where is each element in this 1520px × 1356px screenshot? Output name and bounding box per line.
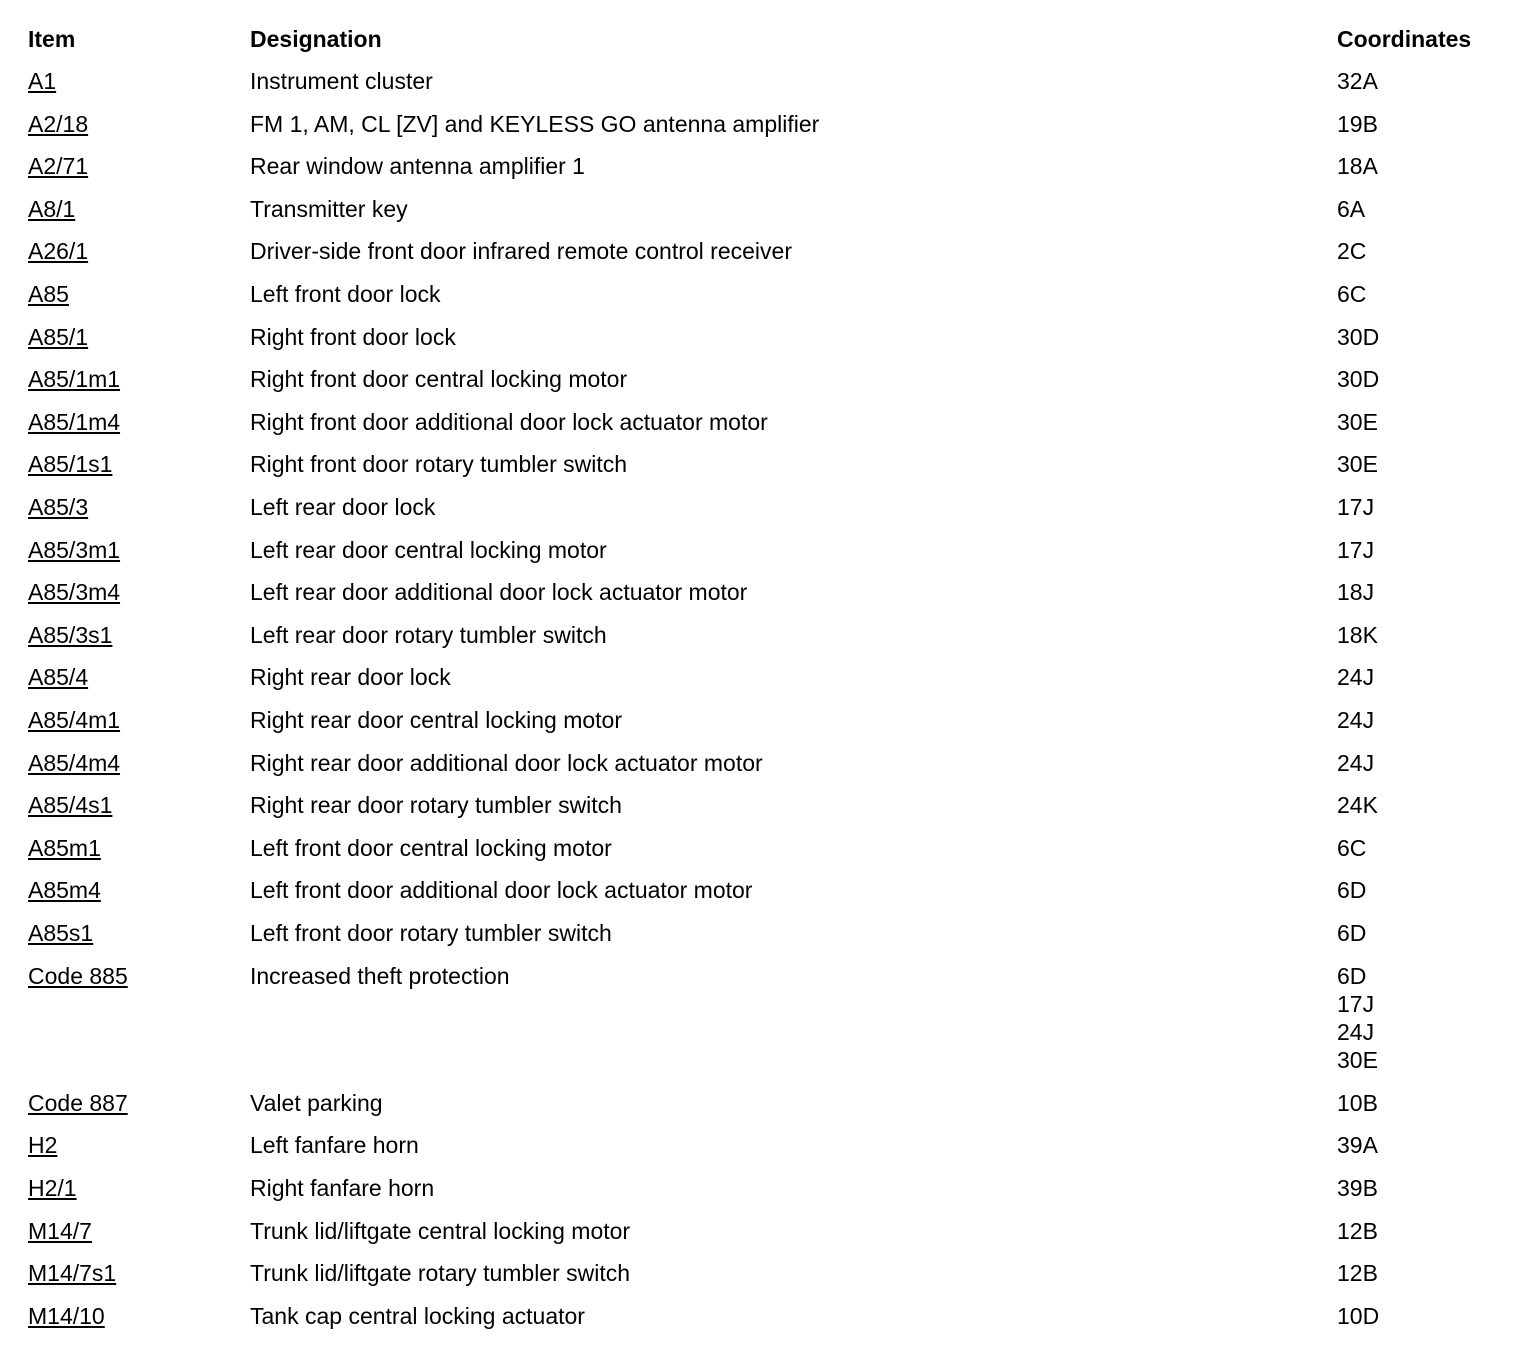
designation-text: Right front door lock [250, 323, 456, 350]
item-link[interactable]: Code 887 [28, 1089, 128, 1116]
item-link[interactable]: A26/1 [28, 238, 89, 265]
header-designation: Designation [250, 26, 382, 52]
designation-text: Left front door additional door lock actuator motor [250, 877, 753, 904]
table-row [0, 152, 1520, 180]
designation-text: Left rear door additional door lock actuator motor [250, 579, 748, 606]
table-row [0, 621, 1520, 649]
coordinate-value: 2C [1337, 238, 1367, 265]
designation-text: FM 1, AM, CL [ZV] and KEYLESS GO antenna amplifier [250, 110, 820, 137]
coordinate-value: 6D [1337, 920, 1367, 946]
designation-text: Left front door central locking motor [250, 834, 612, 861]
coordinates-cell [1337, 365, 1379, 393]
coordinate-value: 30E [1337, 408, 1378, 435]
coordinates-cell [1337, 876, 1366, 904]
coordinate-value: 30D [1337, 323, 1380, 350]
designation-text: Left front door rotary tumbler switch [250, 920, 612, 946]
coordinates-cell [1337, 1302, 1379, 1330]
item-link[interactable]: A85m1 [28, 834, 101, 861]
coordinate-value: 18K [1337, 621, 1378, 648]
coordinates-cell [1337, 663, 1374, 691]
coordinates-cell [1337, 791, 1378, 819]
coordinates-cell [1337, 450, 1378, 478]
designation-text: Increased theft protection [250, 962, 510, 989]
table-row [0, 536, 1520, 564]
coordinates-cell [1337, 578, 1374, 606]
designation-text: Right fanfare horn [250, 1175, 435, 1201]
coordinates-cell [1337, 67, 1378, 95]
table-row [0, 1174, 1520, 1202]
item-link[interactable]: A85/1s1 [28, 451, 113, 478]
coordinates-cell [1337, 237, 1366, 265]
designation-text: Left rear door central locking motor [250, 536, 607, 563]
designation-text: Rear window antenna amplifier 1 [250, 153, 585, 180]
coordinate-value: 12B [1337, 1260, 1378, 1287]
item-link[interactable]: A85s1 [28, 920, 94, 946]
designation-text: Left front door lock [250, 281, 441, 307]
coordinate-value: 6A [1337, 195, 1366, 222]
item-link[interactable]: A85 [28, 281, 69, 307]
coordinate-value: 39A [1337, 1132, 1378, 1159]
table-row [0, 962, 1520, 1075]
coordinate-value: 6C [1337, 281, 1367, 307]
table-row [0, 408, 1520, 436]
coordinate-value: 30E [1337, 1047, 1378, 1074]
coordinate-value: 30E [1337, 451, 1378, 478]
item-link[interactable]: A1 [28, 68, 57, 94]
table-row [0, 110, 1520, 138]
coordinates-cell [1337, 536, 1374, 564]
item-link[interactable]: A85/4m4 [28, 749, 121, 776]
coordinates-cell [1337, 280, 1366, 308]
designation-text: Right front door central locking motor [250, 366, 628, 393]
coordinates-cell [1337, 323, 1379, 351]
item-link[interactable]: M14/7s1 [28, 1260, 117, 1287]
coordinates-cell [1337, 1089, 1378, 1117]
item-link[interactable]: A85/1m4 [28, 408, 121, 435]
coordinates-cell [1337, 1174, 1378, 1202]
table-row [0, 1131, 1520, 1159]
coordinate-value: 17J [1337, 990, 1375, 1017]
item-link[interactable]: A85m4 [28, 877, 101, 904]
item-link[interactable]: H2/1 [28, 1175, 77, 1201]
item-link[interactable]: Code 885 [28, 962, 128, 989]
designation-text: Trunk lid/liftgate rotary tumbler switch [250, 1260, 631, 1287]
item-link[interactable]: A85/4m1 [28, 707, 121, 733]
coordinate-value: 6D [1337, 877, 1367, 904]
item-link[interactable]: A85/3m4 [28, 579, 121, 606]
coordinates-cell [1337, 195, 1365, 223]
coordinates-cell [1337, 110, 1378, 138]
table-row [0, 706, 1520, 734]
table-row [0, 1302, 1520, 1330]
item-link[interactable]: A8/1 [28, 195, 76, 222]
item-link[interactable]: H2 [28, 1132, 58, 1159]
coordinate-value: 24J [1337, 1018, 1375, 1045]
item-link[interactable]: A85/1m1 [28, 366, 121, 393]
item-link[interactable]: A85/4s1 [28, 792, 113, 819]
item-link[interactable]: M14/10 [28, 1302, 105, 1329]
table-row [0, 237, 1520, 265]
designation-text: Trunk lid/liftgate central locking motor [250, 1217, 631, 1244]
coordinate-value: 24K [1337, 792, 1378, 819]
coordinate-value: 17J [1337, 494, 1375, 520]
header-coordinates: Coordinates [1337, 26, 1472, 52]
table-row [0, 1089, 1520, 1117]
coordinate-value: 6D [1337, 962, 1367, 989]
designation-text: Transmitter key [250, 195, 408, 222]
table-row [0, 791, 1520, 819]
table-row [0, 450, 1520, 478]
coordinate-value: 17J [1337, 536, 1375, 563]
designation-text: Instrument cluster [250, 68, 433, 94]
item-link[interactable]: A2/18 [28, 110, 89, 137]
item-link[interactable]: A85/3m1 [28, 536, 121, 563]
table-row [0, 323, 1520, 351]
coordinate-value: 39B [1337, 1175, 1378, 1201]
table-row [0, 919, 1520, 947]
table-row [0, 493, 1520, 521]
coordinates-cell [1337, 1217, 1378, 1245]
designation-text: Left rear door lock [250, 494, 436, 520]
table-row [0, 834, 1520, 862]
designation-text: Right front door additional door lock actuator motor [250, 408, 768, 435]
item-link[interactable]: M14/7 [28, 1217, 92, 1244]
coordinate-value: 10B [1337, 1089, 1378, 1116]
designation-text: Tank cap central locking actuator [250, 1302, 585, 1329]
item-link[interactable]: A2/71 [28, 153, 89, 180]
table-row [0, 1259, 1520, 1287]
designation-text: Driver-side front door infrared remote control receiver [250, 238, 792, 265]
designation-text: Right rear door additional door lock actuator motor [250, 749, 763, 776]
table-row [0, 1217, 1520, 1245]
coordinate-value: 10D [1337, 1302, 1380, 1329]
item-link[interactable]: A85/1 [28, 323, 89, 350]
table-row [0, 749, 1520, 777]
coordinate-value: 24J [1337, 664, 1375, 691]
coordinates-cell [1337, 1131, 1378, 1159]
coordinates-cell [1337, 834, 1366, 862]
designation-text: Valet parking [250, 1089, 383, 1116]
table-row [0, 67, 1520, 95]
coordinate-value: 18A [1337, 153, 1378, 180]
coordinates-cell [1337, 1259, 1378, 1287]
table-row [0, 365, 1520, 393]
designation-text: Right front door rotary tumbler switch [250, 451, 628, 478]
coordinate-value: 12B [1337, 1217, 1378, 1244]
header-item: Item [28, 26, 76, 52]
designation-text: Right rear door rotary tumbler switch [250, 792, 622, 819]
item-link[interactable]: A85/3s1 [28, 621, 113, 648]
table-row [0, 280, 1520, 308]
designation-text: Left rear door rotary tumbler switch [250, 621, 607, 648]
coordinate-value: 24J [1337, 749, 1375, 776]
coordinate-value: 24J [1337, 707, 1375, 733]
coordinates-cell [1337, 706, 1374, 734]
table-row [0, 663, 1520, 691]
coordinates-cell [1337, 962, 1378, 1075]
table-row [0, 578, 1520, 606]
coordinate-value: 18J [1337, 579, 1375, 606]
coordinates-cell [1337, 493, 1374, 521]
coordinates-cell [1337, 749, 1374, 777]
table-row [0, 195, 1520, 223]
designation-text: Left fanfare horn [250, 1132, 419, 1159]
designation-text: Right rear door lock [250, 664, 451, 691]
coordinates-cell [1337, 408, 1378, 436]
coordinates-cell [1337, 152, 1378, 180]
coordinate-value: 19B [1337, 110, 1378, 137]
coordinates-cell [1337, 621, 1378, 649]
coordinate-value: 6C [1337, 834, 1367, 861]
coordinates-cell [1337, 919, 1366, 947]
designation-text: Right rear door central locking motor [250, 707, 622, 733]
coordinate-value: 30D [1337, 366, 1380, 393]
table-row [0, 876, 1520, 904]
item-link[interactable]: A85/3 [28, 494, 89, 520]
coordinate-value: 32A [1337, 68, 1378, 94]
item-link[interactable]: A85/4 [28, 664, 89, 691]
